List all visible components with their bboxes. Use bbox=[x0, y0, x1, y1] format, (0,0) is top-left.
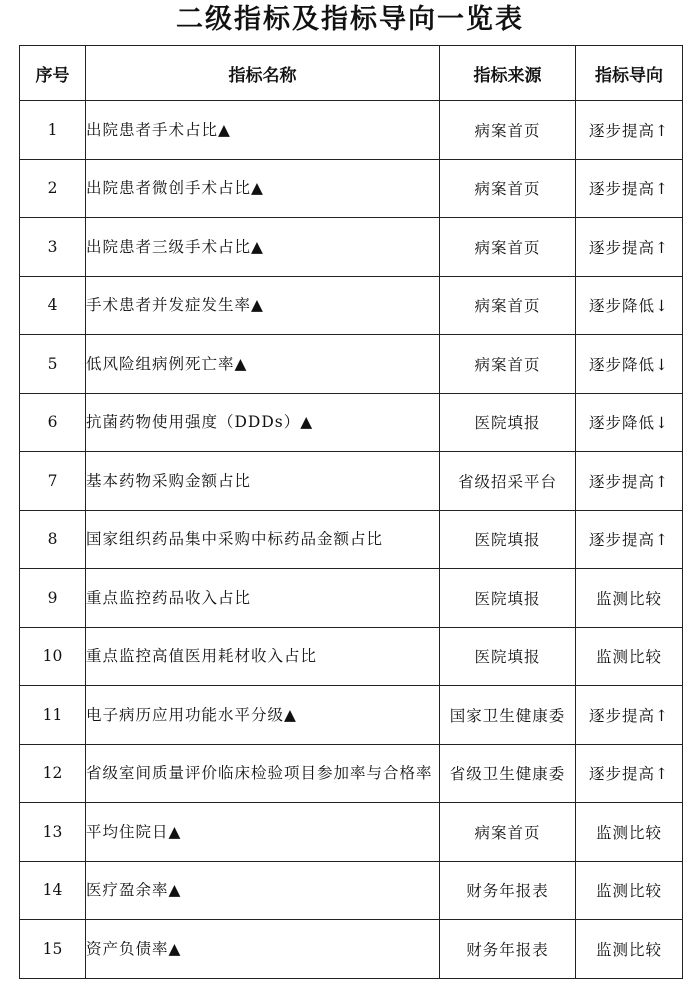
indicator-name: 出院患者三级手术占比▲ bbox=[86, 218, 440, 277]
table-row bbox=[20, 686, 683, 745]
indicator-direction: 监测比较 bbox=[576, 861, 683, 920]
table-row bbox=[20, 101, 683, 160]
row-number: 3 bbox=[20, 218, 86, 277]
indicator-source: 病案首页 bbox=[440, 218, 576, 277]
indicator-table bbox=[19, 45, 683, 979]
indicator-direction: 逐步提高↑ bbox=[576, 452, 683, 511]
row-number: 7 bbox=[20, 452, 86, 511]
indicator-name: 电子病历应用功能水平分级▲ bbox=[86, 686, 440, 745]
indicator-direction: 逐步降低↓ bbox=[576, 335, 683, 394]
indicator-direction: 逐步提高↑ bbox=[576, 101, 683, 160]
indicator-source: 医院填报 bbox=[440, 393, 576, 452]
indicator-source: 病案首页 bbox=[440, 276, 576, 335]
row-number: 11 bbox=[20, 686, 86, 745]
table-body bbox=[20, 101, 683, 979]
indicator-direction: 逐步降低↓ bbox=[576, 393, 683, 452]
table-row bbox=[20, 627, 683, 686]
indicator-direction: 逐步降低↓ bbox=[576, 276, 683, 335]
indicator-direction: 逐步提高↑ bbox=[576, 686, 683, 745]
indicator-source: 省级招采平台 bbox=[440, 452, 576, 511]
indicator-direction: 逐步提高↑ bbox=[576, 218, 683, 277]
row-number: 14 bbox=[20, 861, 86, 920]
row-number: 15 bbox=[20, 920, 86, 979]
header-no: 序号 bbox=[20, 46, 86, 101]
row-number: 12 bbox=[20, 744, 86, 803]
table-row bbox=[20, 159, 683, 218]
row-number: 1 bbox=[20, 101, 86, 160]
indicator-name: 手术患者并发症发生率▲ bbox=[86, 276, 440, 335]
indicator-source: 国家卫生健康委 bbox=[440, 686, 576, 745]
indicator-source: 省级卫生健康委 bbox=[440, 744, 576, 803]
indicator-name: 资产负债率▲ bbox=[86, 920, 440, 979]
indicator-name: 出院患者微创手术占比▲ bbox=[86, 159, 440, 218]
table-header-row bbox=[20, 46, 683, 101]
indicator-name: 平均住院日▲ bbox=[86, 803, 440, 862]
row-number: 5 bbox=[20, 335, 86, 394]
indicator-name: 抗菌药物使用强度（DDDs）▲ bbox=[86, 393, 440, 452]
header-source: 指标来源 bbox=[440, 46, 576, 101]
indicator-name: 国家组织药品集中采购中标药品金额占比 bbox=[86, 510, 440, 569]
indicator-source: 财务年报表 bbox=[440, 861, 576, 920]
indicator-name: 省级室间质量评价临床检验项目参加率与合格率 bbox=[86, 744, 440, 803]
indicator-source: 医院填报 bbox=[440, 510, 576, 569]
indicator-direction: 监测比较 bbox=[576, 627, 683, 686]
table-row bbox=[20, 452, 683, 511]
table-row bbox=[20, 744, 683, 803]
indicator-name: 低风险组病例死亡率▲ bbox=[86, 335, 440, 394]
indicator-source: 医院填报 bbox=[440, 627, 576, 686]
table-row bbox=[20, 393, 683, 452]
row-number: 13 bbox=[20, 803, 86, 862]
indicator-direction: 逐步提高↑ bbox=[576, 159, 683, 218]
indicator-name: 重点监控药品收入占比 bbox=[86, 569, 440, 628]
header-name: 指标名称 bbox=[86, 46, 440, 101]
indicator-name: 医疗盈余率▲ bbox=[86, 861, 440, 920]
header-direction: 指标导向 bbox=[576, 46, 683, 101]
table-row bbox=[20, 510, 683, 569]
row-number: 9 bbox=[20, 569, 86, 628]
indicator-direction: 逐步提高↑ bbox=[576, 744, 683, 803]
page-title: 二级指标及指标导向一览表 bbox=[176, 4, 524, 35]
indicator-name: 重点监控高值医用耗材收入占比 bbox=[86, 627, 440, 686]
indicator-source: 病案首页 bbox=[440, 159, 576, 218]
indicator-source: 病案首页 bbox=[440, 803, 576, 862]
indicator-source: 医院填报 bbox=[440, 569, 576, 628]
indicator-name: 出院患者手术占比▲ bbox=[86, 101, 440, 160]
indicator-direction: 监测比较 bbox=[576, 920, 683, 979]
table-row bbox=[20, 861, 683, 920]
indicator-source: 病案首页 bbox=[440, 101, 576, 160]
table-row bbox=[20, 803, 683, 862]
indicator-direction: 监测比较 bbox=[576, 569, 683, 628]
indicator-name: 基本药物采购金额占比 bbox=[86, 452, 440, 511]
table-row bbox=[20, 335, 683, 394]
table-row bbox=[20, 218, 683, 277]
table-row bbox=[20, 569, 683, 628]
row-number: 10 bbox=[20, 627, 86, 686]
table-row bbox=[20, 276, 683, 335]
indicator-source: 病案首页 bbox=[440, 335, 576, 394]
row-number: 8 bbox=[20, 510, 86, 569]
row-number: 2 bbox=[20, 159, 86, 218]
indicator-source: 财务年报表 bbox=[440, 920, 576, 979]
row-number: 4 bbox=[20, 276, 86, 335]
indicator-direction: 监测比较 bbox=[576, 803, 683, 862]
row-number: 6 bbox=[20, 393, 86, 452]
indicator-direction: 逐步提高↑ bbox=[576, 510, 683, 569]
table-row bbox=[20, 920, 683, 979]
